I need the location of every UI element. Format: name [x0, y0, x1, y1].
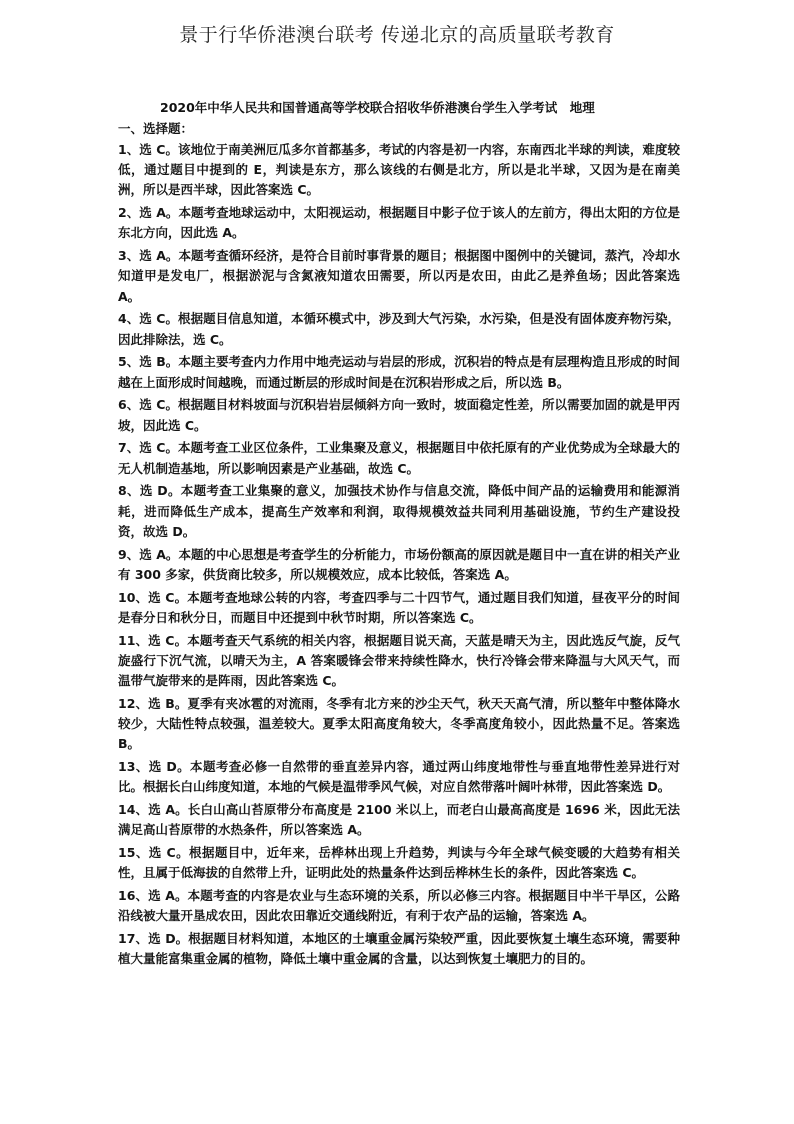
answer-item-4: 4、选 C。根据题目信息知道，本循环模式中，涉及到大气污染，水污染，但是没有固体废弃物污染，因此排除法，选 C。: [118, 311, 680, 347]
answer-item-16: 16、选 A。本题考查的内容是农业与生态环境的关系，所以必修三内容。根据题目中半干旱区，公路沿线被大量开垦成农田，因此农田靠近交通线附近，有利于农产品的运输，答案选 A。: [118, 888, 680, 924]
answer-item-8: 8、选 D。本题考查工业集聚的意义，加强技术协作与信息交流，降低中间产品的运输费用和能源消耗，进而降低生产成本，提高生产效率和利润，取得规模效益共同利用基础设施，节约生产建设投资，故选 D。: [118, 483, 680, 539]
answer-item-17: 17、选 D。根据题目材料知道，本地区的土壤重金属污染较严重，因此要恢复土壤生态环境，需要种植大量能富集重金属的植物，降低土壤中重金属的含量，以达到恢复土壤肥力的目的。: [118, 931, 680, 967]
answer-item-7: 7、选 C。本题考查工业区位条件，工业集聚及意义，根据题目中依托原有的产业优势成为全球最大的无人机制造基地，所以影响因素是产业基础，故选 C。: [118, 440, 680, 476]
answer-item-5: 5、选 B。本题主要考查内力作用中地壳运动与岩层的形成，沉积岩的特点是有层理构造且形成的时间越在上面形成时间越晚，而通过断层的形成时间是在沉积岩形成之后，所以选 B。: [118, 354, 680, 390]
answer-item-2: 2、选 A。本题考查地球运动中，太阳视运动，根据题目中影子位于该人的左前方，得出太阳的方位是东北方向，因此选 A。: [118, 205, 680, 241]
answer-list: [118, 140, 680, 972]
answer-item-14: 14、选 A。长白山高山苔原带分布高度是 2100 米以上，而老白山最高高度是 1696 米，因此无法满足高山苔原带的水热条件，所以答案选 A。: [118, 802, 680, 838]
page-header: 景于行华侨港澳台联考 传递北京的高质量联考教育: [179, 24, 615, 46]
answer-item-15: 15、选 C。根据题目中，近年来，岳桦林出现上升趋势，判读与今年全球气候变暖的大趋势有相关性，且属于低海拔的自然带上升，证明此处的热量条件达到岳桦林生长的条件，因此答案选 C。: [118, 845, 680, 881]
answer-item-10: 10、选 C。本题考查地球公转的内容，考查四季与二十四节气，通过题目我们知道，昼夜平分的时间是春分日和秋分日，而题目中还提到中秋节时期，所以答案选 C。: [118, 589, 680, 625]
document-title: 2020年中华人民共和国普通高等学校联合招收华侨港澳台学生入学考试 地理: [160, 100, 595, 115]
answer-item-6: 6、选 C。根据题目材料坡面与沉积岩岩层倾斜方向一致时，坡面稳定性差，所以需要加固的就是甲丙坡，因此选 C。: [118, 397, 680, 433]
answer-item-12: 12、选 B。夏季有夹冰雹的对流雨，冬季有北方来的沙尘天气，秋天天高气清，所以整年中整体降水较少，大陆性特点较强，温差较大。夏季太阳高度角较大，冬季高度角较小，因此热量不足。答案选 B。: [118, 695, 680, 752]
section-heading: 一、选择题：: [118, 121, 194, 136]
answer-item-11: 11、选 C。本题考查天气系统的相关内容，根据题目说天高，天蓝是晴天为主，因此选反气旋，反气旋盛行下沉气流，以晴天为主，A 答案暖锋会带来持续性降水，快行冷锋会带来降温与大风天气，而温带气旋带来的是阵雨，因此答案选 C。: [118, 632, 680, 689]
answer-item-13: 13、选 D。本题考查必修一自然带的垂直差异内容，通过两山纬度地带性与垂直地带性差异进行对比。根据长白山纬度知道，本地的气候是温带季风气候，对应自然带落叶阔叶林带，因此答案选 D。: [118, 759, 680, 795]
answer-item-3: 3、选 A。本题考查循环经济，是符合目前时事背景的题目；根据图中图例中的关键词，蒸汽，冷却水知道甲是发电厂，根据淤泥与含氮液知道农田需要，所以丙是农田，由此乙是养鱼场；因此答案选 A。: [118, 248, 680, 304]
answer-item-1: 1、选 C。该地位于南美洲厄瓜多尔首都基多，考试的内容是初一内容，东南西北半球的判读，难度较低，通过题目中提到的 E，判读是东方，那么该线的右侧是北方，所以是北半球，又因为是在南美洲，所以是西半球，因此答案选 C。: [118, 142, 680, 198]
answer-item-9: 9、选 A。本题的中心思想是考查学生的分析能力，市场份额高的原因就是题目中一直在讲的相关产业有 300 多家，供货商比较多，所以规模效应，成本比较低，答案选 A。: [118, 546, 680, 582]
